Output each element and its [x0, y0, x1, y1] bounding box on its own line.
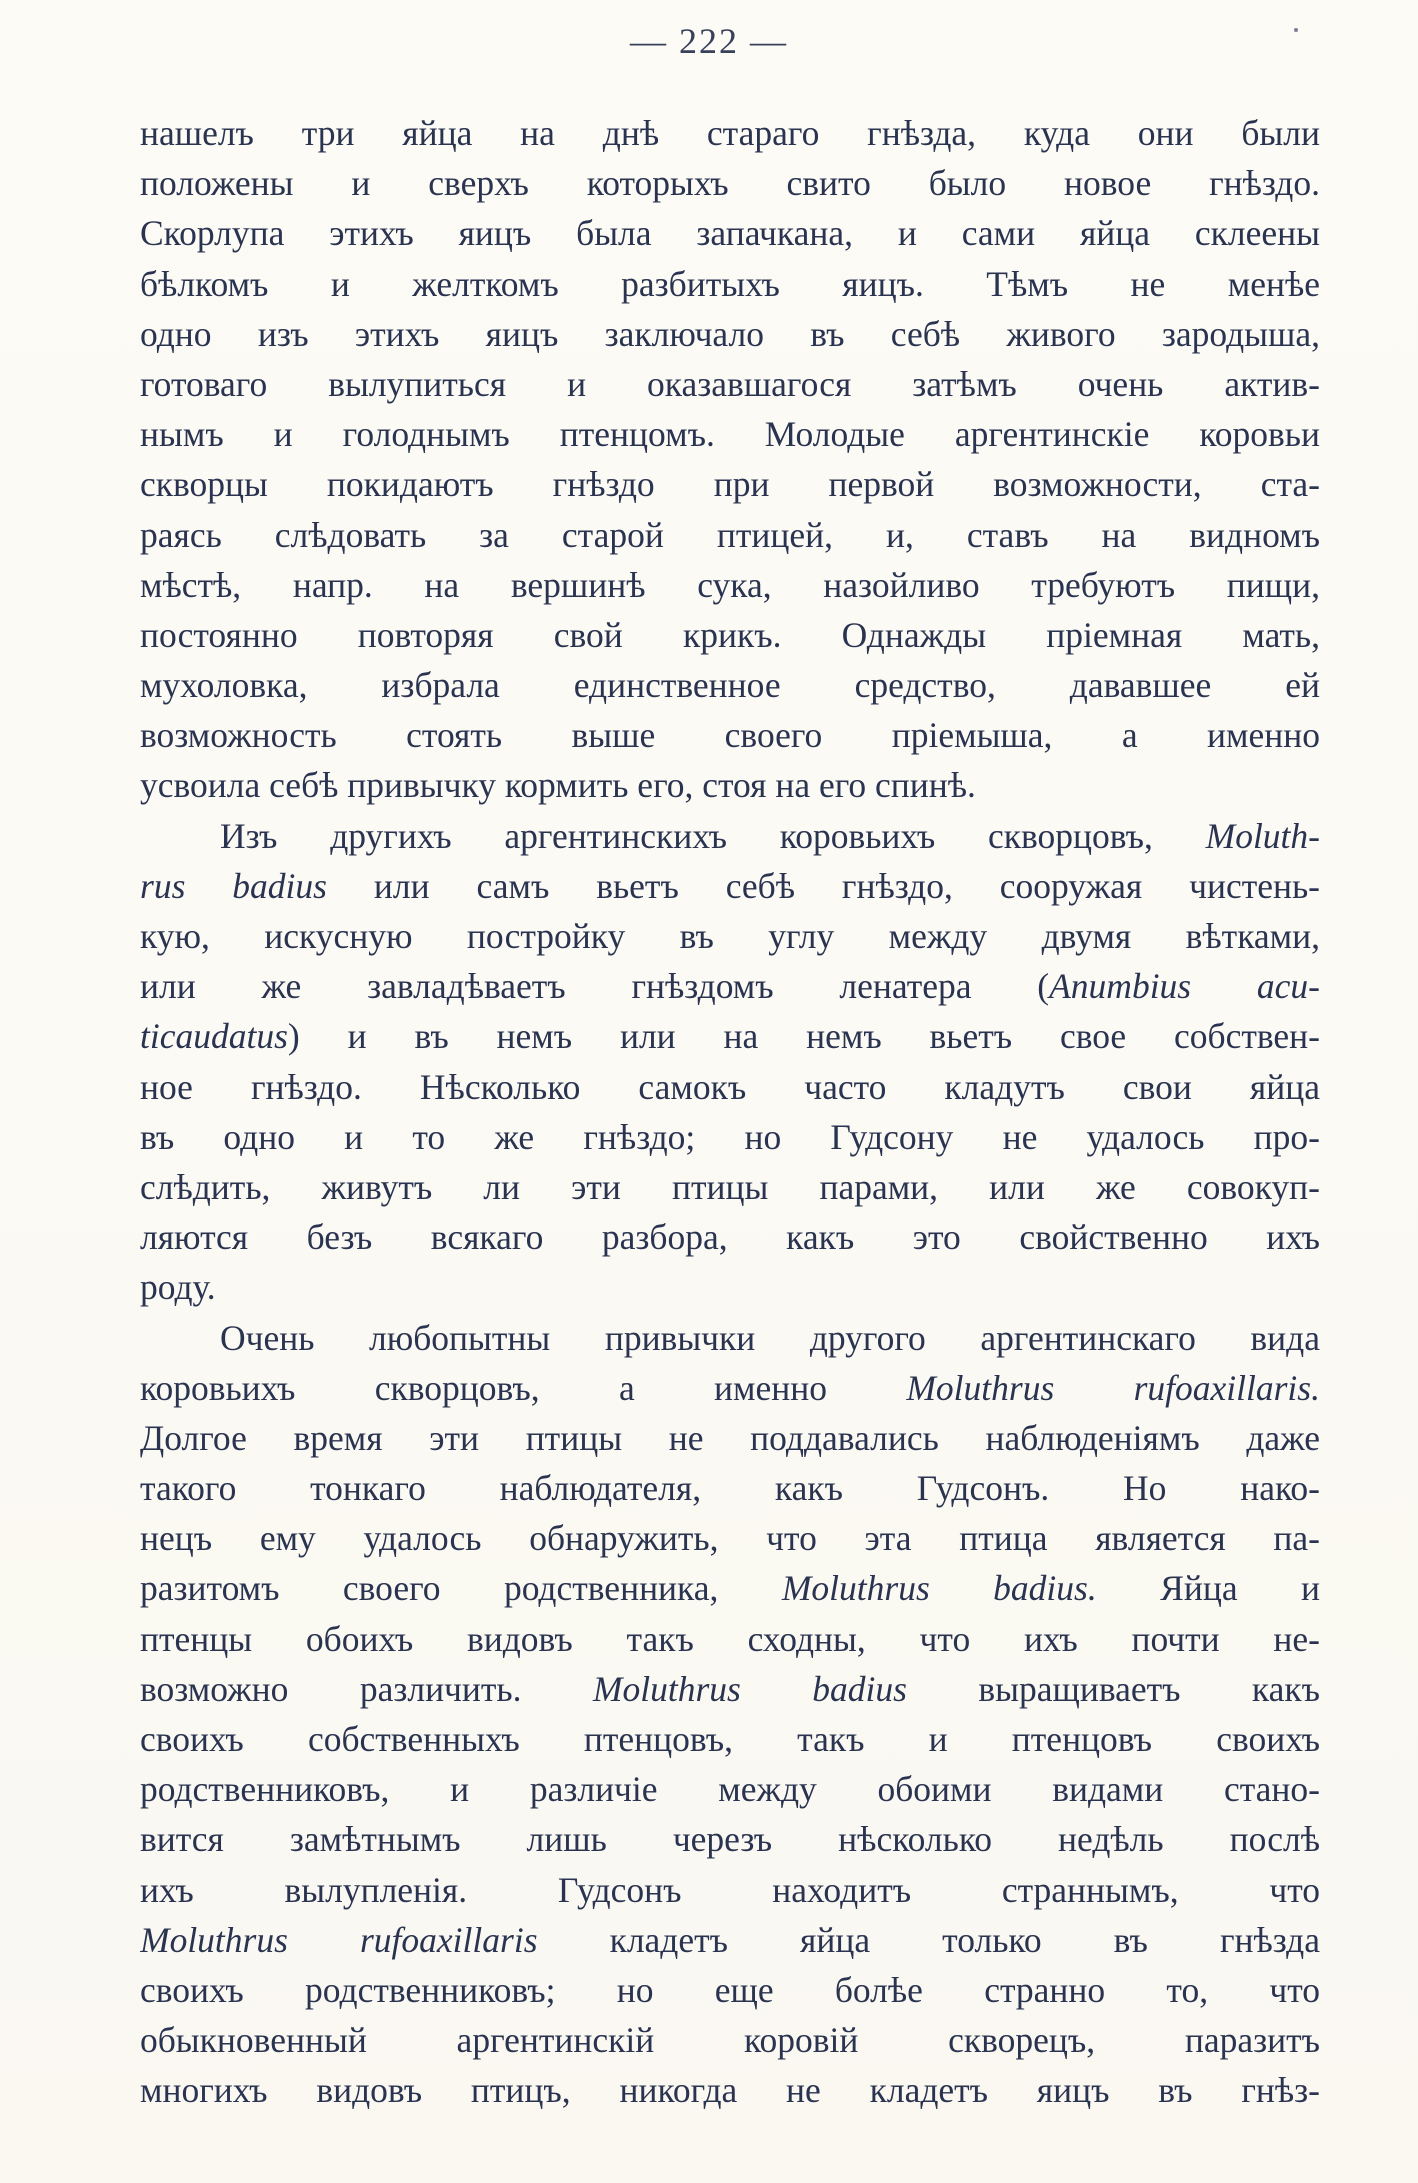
text-line	[140, 961, 1320, 1011]
line-segment: Долгое время эти птицы не поддавались наблюденіямъ даже	[140, 1417, 1320, 1458]
line-segment: возможно различить.	[140, 1668, 593, 1709]
line-segment: своихъ родственниковъ; но еще болѣе странно то, что	[140, 1969, 1320, 2010]
line-segment: Очень любопытны привычки другого аргентинскаго вида	[220, 1317, 1320, 1358]
line-segment: Изъ другихъ аргентинскихъ коровьихъ скворцовъ,	[220, 815, 1206, 856]
text-line	[140, 259, 1320, 309]
text-line	[140, 409, 1320, 459]
text-line	[140, 1714, 1320, 1764]
line-segment: выращиваетъ какъ	[906, 1668, 1320, 1709]
line-segment: положены и сверхъ которыхъ свито было новое гнѣздо.	[140, 163, 1320, 204]
line-segment: вится замѣтнымъ лишь черезъ нѣсколько недѣль послѣ	[140, 1819, 1320, 1860]
line-segment: скворцы покидаютъ гнѣздо при первой возможности, ста-	[140, 464, 1320, 505]
latin-species-name: rus badius	[140, 865, 327, 906]
text-line	[140, 1965, 1320, 2015]
line-segment: мухоловка, избрала единственное средство, дававшее ей	[140, 665, 1320, 706]
line-segment: усвоила себѣ привычку кормить его, стоя на его спинѣ.	[140, 765, 976, 806]
text-line	[140, 1112, 1320, 1162]
text-line	[140, 2015, 1320, 2065]
text-line	[140, 1413, 1320, 1463]
line-segment: разитомъ своего родственника,	[140, 1568, 782, 1609]
text-line	[140, 2065, 1320, 2115]
text-line	[140, 710, 1320, 760]
line-segment: роду.	[140, 1267, 216, 1308]
line-segment: коровьихъ скворцовъ, а именно	[140, 1367, 907, 1408]
text-line	[140, 1062, 1320, 1112]
text-line	[140, 1513, 1320, 1563]
text-line	[140, 1664, 1320, 1714]
line-segment: готоваго вылупиться и оказавшагося затѣмъ очень актив-	[140, 363, 1320, 404]
text-line	[140, 811, 1320, 861]
line-segment: или же завладѣваетъ гнѣздомъ ленатера (	[140, 966, 1050, 1007]
text-line	[140, 1363, 1320, 1413]
text-line	[140, 760, 1320, 810]
line-segment: ное гнѣздо. Нѣсколько самокъ часто кладутъ свои яйца	[140, 1066, 1320, 1107]
text-line	[140, 309, 1320, 359]
text-line	[140, 660, 1320, 710]
latin-species-name: Moluthrus badius	[592, 1668, 907, 1709]
line-segment: многихъ видовъ птицъ, никогда не кладетъ яицъ въ гнѣз-	[140, 2070, 1320, 2111]
latin-species-name: Anumbius acu-	[1049, 966, 1320, 1007]
text-line	[140, 1011, 1320, 1061]
line-segment: родственниковъ, и различіе между обоими видами стано-	[140, 1769, 1320, 1810]
text-line	[140, 1463, 1320, 1513]
text-line	[140, 208, 1320, 258]
line-segment: или самъ вьетъ себѣ гнѣздо, сооружая чистень-	[326, 865, 1320, 906]
line-segment: Яйца и	[1096, 1568, 1320, 1609]
text-line	[140, 158, 1320, 208]
line-segment: ляются безъ всякаго разбора, какъ это свойственно ихъ	[140, 1217, 1320, 1258]
text-line	[140, 610, 1320, 660]
text-line	[140, 359, 1320, 409]
line-segment: возможность стоять выше своего пріемыша, а именно	[140, 715, 1320, 756]
body-text	[140, 108, 1320, 2116]
line-segment: мѣстѣ, напр. на вершинѣ сука, назойливо требуютъ пищи,	[140, 564, 1320, 605]
line-segment: птенцы обоихъ видовъ такъ сходны, что ихъ почти не-	[140, 1618, 1320, 1659]
text-line	[140, 1313, 1320, 1363]
line-segment: Скорлупа этихъ яицъ была запачкана, и сами яйца склеены	[140, 213, 1320, 254]
text-line	[140, 911, 1320, 961]
line-segment: постоянно повторяя свой крикъ. Однажды пріемная мать,	[140, 614, 1320, 655]
text-line	[140, 510, 1320, 560]
text-line	[140, 1764, 1320, 1814]
latin-species-name: Moluthrus rufoaxillaris.	[906, 1367, 1320, 1408]
line-segment: кладетъ яйца только въ гнѣзда	[537, 1919, 1320, 1960]
line-segment: въ одно и то же гнѣздо; но Гудсону не удалось про-	[140, 1116, 1320, 1157]
line-segment: своихъ собственныхъ птенцовъ, такъ и птенцовъ своихъ	[140, 1719, 1320, 1759]
text-line	[140, 1814, 1320, 1864]
page-number: — 222 —	[630, 21, 788, 61]
line-segment: нымъ и голоднымъ птенцомъ. Молодые аргентинскіе коровьи	[140, 414, 1320, 455]
text-line	[140, 1865, 1320, 1915]
line-segment: нецъ ему удалось обнаружить, что эта птица является па-	[140, 1518, 1320, 1559]
text-line	[140, 1162, 1320, 1212]
print-speck	[1294, 28, 1298, 32]
text-line	[140, 108, 1320, 158]
latin-species-name: Moluthrus rufoaxillaris	[140, 1919, 538, 1960]
line-segment: ) и въ немъ или на немъ вьетъ свое собствен-	[287, 1016, 1320, 1057]
line-segment: одно изъ этихъ яицъ заключало въ себѣ живого зародыша,	[140, 313, 1320, 354]
text-line	[140, 459, 1320, 509]
latin-species-name: Moluth-	[1205, 815, 1320, 856]
latin-species-name: Moluthrus badius.	[781, 1568, 1097, 1609]
text-line	[140, 1614, 1320, 1664]
line-segment: бѣлкомъ и желткомъ разбитыхъ яицъ. Тѣмъ не менѣе	[140, 263, 1320, 304]
text-line	[140, 1915, 1320, 1965]
text-line	[140, 560, 1320, 610]
line-segment: слѣдить, живутъ ли эти птицы парами, или же совокуп-	[140, 1166, 1320, 1207]
text-line	[140, 1262, 1320, 1312]
line-segment: такого тонкаго наблюдателя, какъ Гудсонъ. Но нако-	[140, 1468, 1320, 1509]
line-segment: кую, искусную постройку въ углу между двумя вѣтками,	[140, 916, 1320, 956]
text-line	[140, 861, 1320, 911]
line-segment: обыкновенный аргентинскій коровій скворецъ, паразитъ	[140, 2020, 1320, 2061]
line-segment: нашелъ три яйца на днѣ стараго гнѣзда, куда они были	[140, 113, 1320, 153]
latin-species-name: ticaudatus	[140, 1016, 288, 1057]
text-line	[140, 1212, 1320, 1262]
line-segment: ихъ вылупленія. Гудсонъ находитъ страннымъ, что	[140, 1869, 1320, 1910]
line-segment: раясь слѣдовать за старой птицей, и, ставъ на видномъ	[140, 514, 1320, 555]
text-line	[140, 1563, 1320, 1613]
